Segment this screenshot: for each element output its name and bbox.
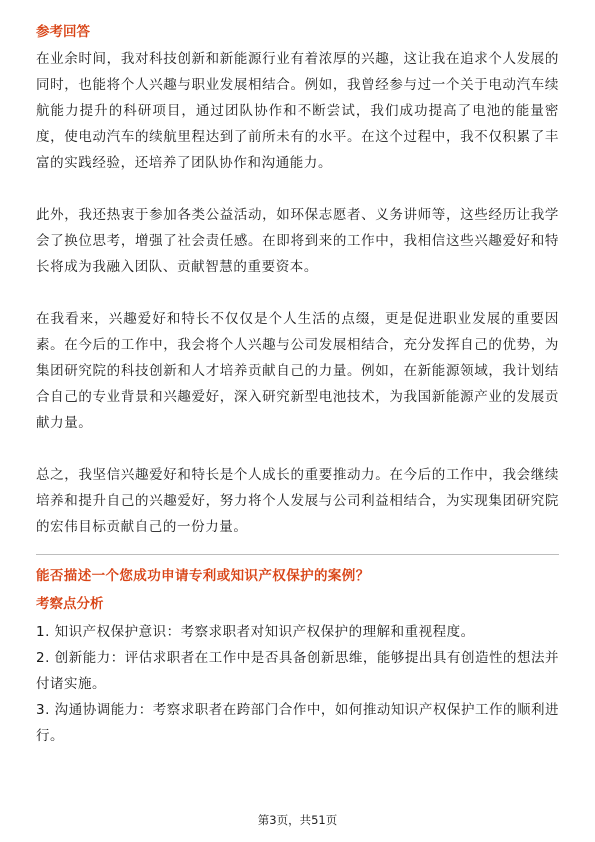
answer-paragraph-2: 此外，我还热衷于参加各类公益活动，如环保志愿者、义务讲师等，这些经历让我学会了换位思考，增强了社会责任感。在即将到来的工作中，我相信这些兴趣爱好和特长将成为我融入团队、贡献智慧的重要资本。 — [36, 207, 559, 275]
answer-heading: 参考回答 — [36, 24, 90, 40]
page-number: 第3页，共51页 — [257, 813, 338, 827]
analysis-item-1: 1. 知识产权保护意识：考察求职者对知识产权保护的理解和重视程度。 — [36, 624, 475, 640]
answer-paragraph-1: 在业余时间，我对科技创新和新能源行业有着浓厚的兴趣，这让我在追求个人发展的同时，也能将个人兴趣与职业发展相结合。例如，我曾经参与过一个关于电动汽车续航能力提升的科研项目，通过团队协作和不断尝试，我们成功提高了电池的能量密度，使电动汽车的续航里程达到了前所未有的水平。在这个过程中，我不仅积累了丰富的实践经验，还培养了团队协作和沟通能力。 — [36, 51, 559, 171]
answer-paragraph-3: 在我看来，兴趣爱好和特长不仅仅是个人生活的点缀，更是促进职业发展的重要因素。在今后的工作中，我会将个人兴趣与公司发展相结合，充分发挥自己的优势，为集团研究院的科技创新和人才培养贡献自己的力量。例如，在新能源领域，我计划结合自己的专业背景和兴趣爱好，深入研究新型电池技术，为我国新能源产业的发展贡献力量。 — [36, 311, 559, 431]
section-divider — [36, 554, 559, 555]
question-heading: 能否描述一个您成功申请专利或知识产权保护的案例？ — [36, 568, 370, 584]
analysis-heading: 考察点分析 — [36, 596, 104, 612]
answer-paragraph-4: 总之，我坚信兴趣爱好和特长是个人成长的重要推动力。在今后的工作中，我会继续培养和提升自己的兴趣爱好，努力将个人发展与公司利益相结合，为实现集团研究院的宏伟目标贡献自己的一份力量。 — [36, 467, 559, 535]
document-page — [36, 22, 559, 749]
analysis-item-3: 3. 沟通协调能力：考察求职者在跨部门合作中，如何推动知识产权保护工作的顺利进行。 — [36, 702, 559, 744]
analysis-item-2: 2. 创新能力：评估求职者在工作中是否具备创新思维，能够提出具有创造性的想法并付诸实施。 — [36, 650, 559, 692]
